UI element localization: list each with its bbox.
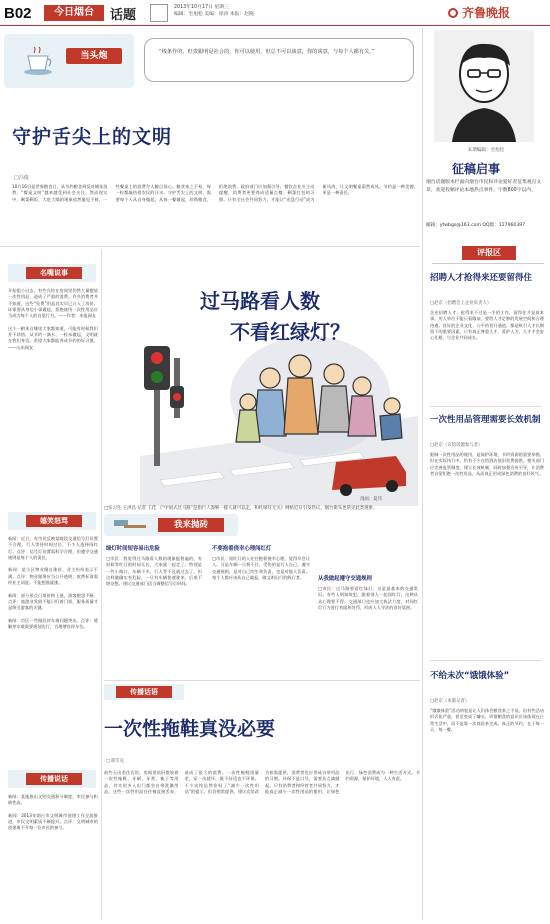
feature-headline-line2: 不看红绿灯？	[230, 320, 350, 344]
issue-info	[174, 4, 304, 18]
right-column	[426, 30, 546, 920]
section-tab: 今日烟台	[44, 5, 104, 21]
left-column	[0, 250, 100, 920]
brand-logo-icon	[448, 8, 458, 18]
reporter-line: □实习生 王洪昌 记者 王佳 《“中国式过马路”是指行人凑够一拨人就可以走，和红绿灯无关》网帖近日引发热议，烟台街头也常见此类现象。	[104, 506, 378, 511]
featured-badge-label: 当头炮	[66, 48, 122, 64]
divider	[0, 246, 420, 247]
image-credit: 漫画：夏伟	[360, 497, 382, 502]
left-column-banner-label: 传播说话	[26, 773, 82, 785]
main-byline: □冯俊	[14, 175, 29, 181]
divider	[104, 680, 420, 681]
center-body: □市民：过马路要看红绿灯，这是最基本的交通常识。有些人明知故犯，跟着别人一起闯红灯，这种从众心理要不得。交通部门也应加大执法力度，对闯红灯行为进行劝阻和处罚，形成人人守法的良好氛围。	[318, 586, 418, 610]
brand-name: 齐鲁晚报	[462, 6, 511, 20]
coffee-cup-icon	[22, 46, 54, 76]
right-column-banner-label: 评报区	[462, 246, 516, 260]
left-column-banner	[8, 264, 96, 282]
center-body: □市民：我觉得过马路看人数的现象挺普遍的，有时候等红灯的时间太长，大家就一起走了。特别是一些小路口，车辆不多，行人等不及就过去了。但这样做确实有危险，一旦有车辆快速驶来，后果不堪设想。建议交通部门适当调整信号灯时间。	[106, 556, 202, 587]
featured-badge	[4, 34, 134, 88]
columnist-caption: 本期编辑：宅旭松	[467, 148, 505, 153]
left-column-body: 新闻：某地推出文明交通积分制度，市民参与积极性高。 新闻：2013年烟台市文明城市创建工作全面推进，市民文明素质不断提升。点评：文明城市的创建离不开每一位市民的参与。	[8, 794, 98, 831]
left-column-body: 新闻：近日，有市民反映某路段交通信号灯设置不合理，行人等待时间过长，不少人选择闯红灯。点评：信号灯设置需科学合理，但遵守交通规则是每个人的责任。 新闻：某小区物业擅自涨价，业主纷纷表示不满。点评：物业服务应当公开透明，收费标准需经业主同意，不能想涨就涨。 新闻：部分景点门票价格上涨，游客抱怨不断。点评：旅游业发展不能只盯着门票，服务质量才是吸引游客的关键。 新闻：市区一些路段停车难问题突出。点评：缓解停车难需要规划先行，合理增设停车位。	[8, 536, 98, 630]
bottom-headline: 一次性拖鞋真没必要	[104, 718, 276, 740]
opinion-author: □赵京（本版记者）	[430, 699, 470, 704]
section-name: 话题	[110, 8, 137, 23]
left-column-banner-label: 嬉笑怒骂	[26, 515, 82, 527]
page-number: B02	[4, 5, 32, 22]
hammer-icon	[110, 517, 150, 533]
subhead: 不要抱着侥幸心理闯红灯	[212, 546, 272, 552]
opinion-author: □赵京（招聘会上企业负责人）	[430, 301, 492, 306]
masthead	[0, 0, 550, 26]
divider	[430, 406, 542, 407]
columnist-bio: 烟台话题版本栏面向烟台市民和评论爱好者征集观点文章，欢迎投稿评论本地热点事件，字数800字以内。	[426, 180, 542, 193]
divider	[430, 660, 542, 661]
left-column-banner	[8, 512, 96, 530]
subhead: 从我做起遵守交通规则	[318, 576, 372, 582]
bottom-banner	[104, 684, 184, 700]
left-column-body: 开始组小过去，有些宾馆在房间里仍然大量摆放一次性用品，造成了严重的浪费。许多消费者并不知道，这些“免费”用品其实早已计入了房价。环保要从身边小事做起，拒绝使用一次性用品应当成为每个人的自觉行为。——作者：本报网友 这个一粮来自哪里大家都知道，可能有时候我们并不珍惜。从节约一滴水、一粒米做起，文明就在我们身边。希望大家都能养成节约的好习惯。——山东网友	[8, 288, 98, 350]
bottom-banner-label: 传播话语	[116, 686, 172, 698]
opinion-body: 限制一次性用品的使用，是保护环境、节约资源的重要举措。但在实际执行中，仍有不少宾馆酒店依旧免费提供。相关部门应完善监管制度，建立长效机制，同时加强宣传引导，让消费者自觉拒绝一次性用品，从而真正形成绿色消费的良好风气。	[430, 452, 544, 476]
pull-quote-text: “线条作的，但贵跟明是社会的，你可以使用，但总不可以谈意，你的谈意，与每个人都有关。”	[159, 49, 375, 55]
bottom-article-body: 前些天出差住宾馆，房间里依旧摆放着一次性拖鞋、牙刷、牙膏、梳子等用品。其实很多人出门都会自带洗漱用品，这些一次性用品往往被直接丢弃，造成了很大的浪费。一次性拖鞋质量差，穿一次就坏，既不舒适也不环保。不少宾馆虽然张贴了“减少一次性用品”的提示，但仍照常提供。建议宾馆改为按需提供，消费者也应养成自带用品的习惯。环保不是口号，需要从点滴做起。只有消费者和经营者共同努力，才能真正减少一次性用品的使用，让绿色出行、绿色消费成为一种生活方式。节约资源，保护环境，人人有责。	[104, 770, 420, 794]
issue-date: 2013年10月17日 星期三	[174, 5, 229, 10]
divider	[422, 28, 423, 920]
discussion-banner	[104, 514, 238, 536]
columnist-title: 征稿启事	[452, 162, 501, 176]
featured-strip	[0, 30, 420, 92]
subhead: 绿灯时间短容易出危险	[106, 546, 160, 552]
opinion-title: 不给未次“饿饿体验”	[430, 671, 510, 681]
header-decor-box	[150, 4, 168, 22]
opinion-author: □赵京（宾馆话题参与者）	[430, 443, 483, 448]
divider	[101, 250, 102, 920]
columnist-portrait-icon	[434, 30, 534, 142]
opinion-title: 一次性用品管理需要长效机制	[430, 415, 541, 425]
columnist-photo	[434, 30, 534, 142]
main-article-body: 10月16日是世界粮食日，从节约粮食到反对铺张浪费，“餐桌文明”越来越受到社会关注。然而现实中，剩菜剩饭、大吃大喝的现象依然屡见不鲜，一些餐桌上的浪费令人触目惊心。粮食来之不易，每一粒都凝结着农民的汗水。守护舌尖上的文明，需要每个人从自身做起，从每一餐做起，珍惜粮食，拒绝浪费。政府部门应加强引导，餐饮企业应主动提醒，消费者更要养成适量点餐、剩菜打包的习惯。只有全社会共同努力，才能让“光盘行动”成为新风尚，让文明餐桌蔚然成风。节约是一种美德，更是一种责任。	[12, 184, 418, 202]
center-body: □市民：闯红灯的人往往抱着侥幸心理，觉得车会让人。可是车辆一旦刹不住，受伤的是行人自己。遵守交通规则，是对自己的生命负责，也是对他人负责。每个人都应该从自己做起，做文明出行的践行者。	[212, 556, 310, 580]
issue-editors: 编辑：宅旭松 美编：徐涛 本报：赵晓	[174, 12, 254, 17]
main-headline: 守护舌尖上的文明	[12, 126, 173, 148]
opinion-body: 企业招聘人才，抢得来不过是一半的工作，留得住才是真本事。用人单位不能只看眼前，要给人才足够的发展空间和合理待遇。良好的企业文化、公平的晋升通道，都是吸引人才长期留下的重要因素。只有真正尊重人才、爱护人才，人才才会安心扎根、与企业共同成长。	[430, 310, 544, 341]
left-column-banner	[8, 770, 96, 788]
right-column-banner	[432, 242, 544, 264]
columnist-contact: 邮箱：ytwbgs@163.com QQ群：127960397	[426, 223, 526, 228]
opinion-body: “饿饿体验”活动初衷是让人们体会粮食来之不易，但有些活动形式化严重，甚至变成了噱头。珍惜粮食的意识应该体现在日常生活中，而不是靠一次体验来完成。真正的节约，在于每一天、每一餐。	[430, 708, 544, 732]
opinion-title: 招聘人才抢得来还要留得住	[430, 273, 533, 283]
bottom-byline: □谭雪克	[106, 759, 125, 764]
left-column-banner-label: 名嘴说事	[26, 267, 82, 279]
feature-headline-line1: 过马路看人数	[200, 289, 320, 313]
discussion-banner-label: 我来抛砖	[158, 518, 224, 532]
pull-quote	[144, 38, 414, 82]
